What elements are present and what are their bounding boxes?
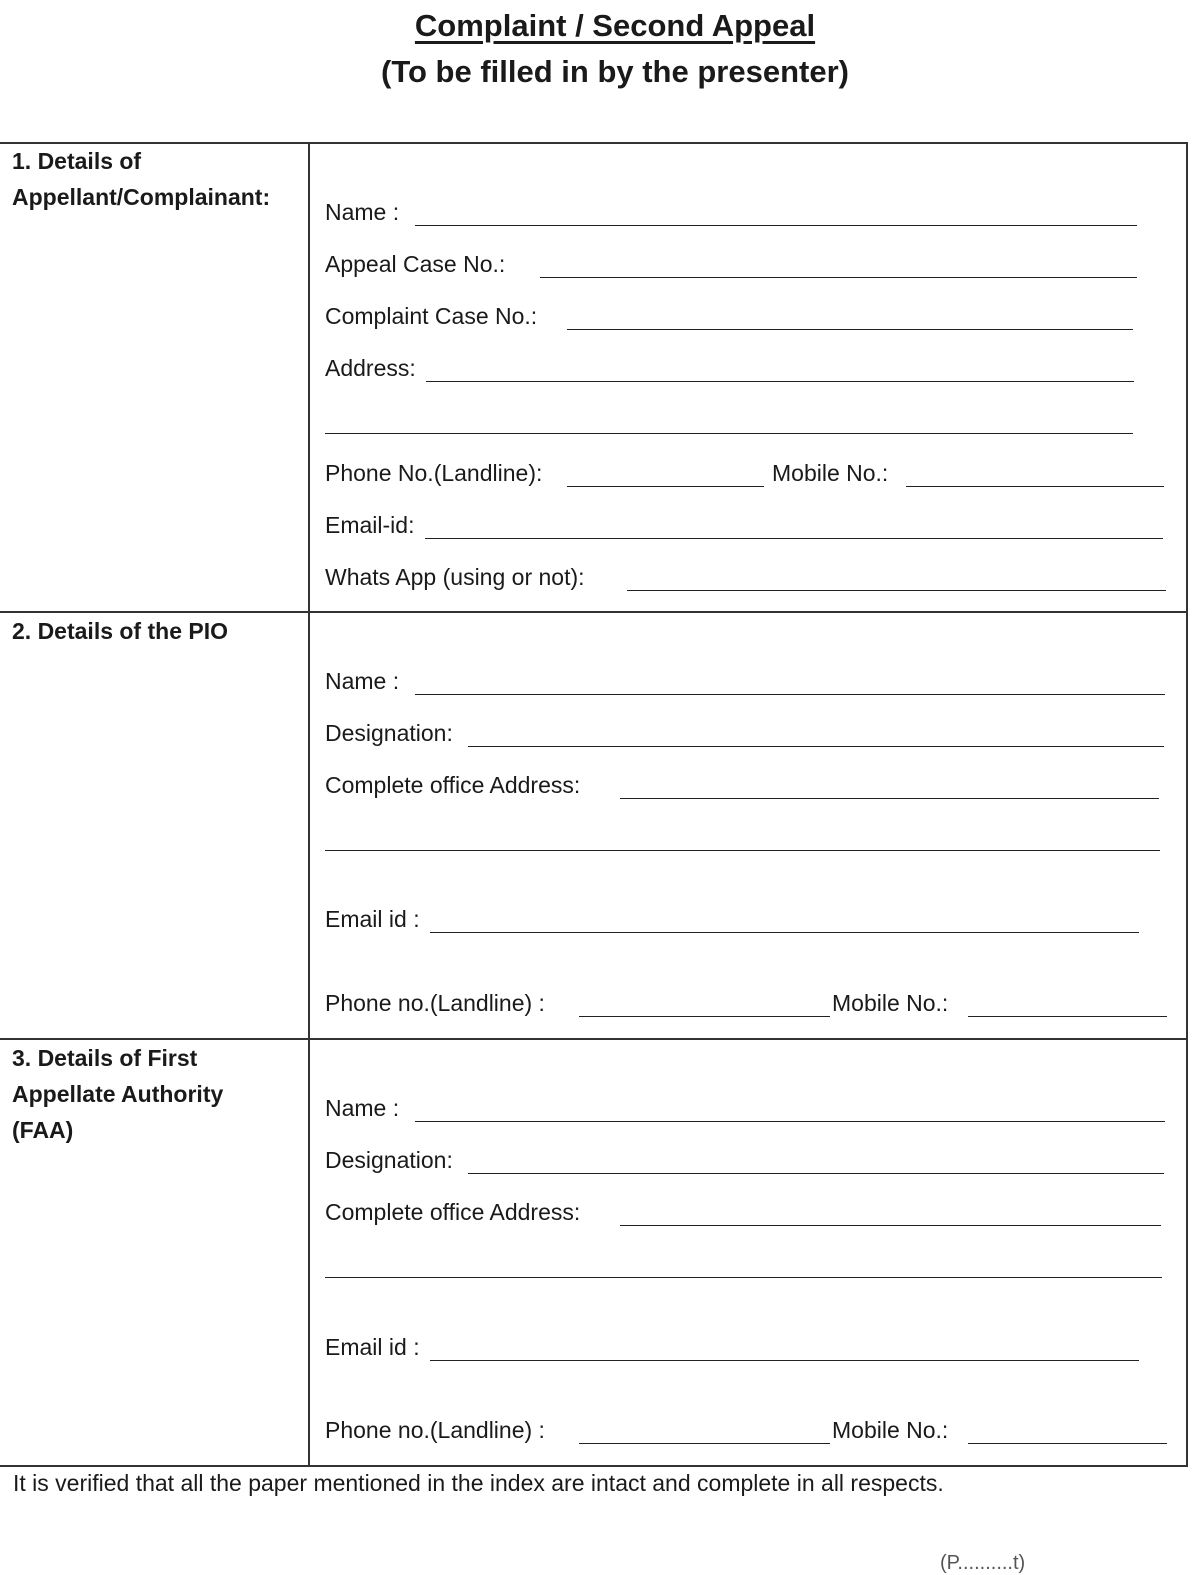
pio-office-address-label: Complete office Address: xyxy=(325,772,581,798)
faa-landline-field[interactable] xyxy=(579,1443,830,1444)
pio-name-field[interactable] xyxy=(415,694,1165,695)
cut-off-note: (P..........t) xyxy=(940,1552,1026,1574)
pio-designation-label: Designation: xyxy=(325,720,453,746)
section-3-heading-line-2: Appellate Authority xyxy=(12,1081,224,1107)
faa-name-field[interactable] xyxy=(415,1121,1165,1122)
section-1-heading-line-1: 1. Details of xyxy=(12,148,142,174)
appellant-address-label: Address: xyxy=(325,355,416,381)
complaint-case-no-label: Complaint Case No.: xyxy=(325,303,538,329)
appeal-case-no-field[interactable] xyxy=(540,277,1137,278)
section-3-heading-line-3: (FAA) xyxy=(12,1117,74,1143)
pio-email-label: Email id : xyxy=(325,906,420,932)
pio-office-address-field-line-2[interactable] xyxy=(325,850,1160,851)
table-right-border xyxy=(1186,142,1188,1467)
appellant-landline-label: Phone No.(Landline): xyxy=(325,460,543,486)
faa-landline-label: Phone no.(Landline) : xyxy=(325,1417,545,1443)
appellant-mobile-label: Mobile No.: xyxy=(772,460,889,486)
pio-landline-field[interactable] xyxy=(579,1016,830,1017)
faa-mobile-label: Mobile No.: xyxy=(832,1417,949,1443)
whatsapp-field[interactable] xyxy=(627,590,1166,591)
section-3-heading-line-1: 3. Details of First xyxy=(12,1045,198,1071)
column-divider xyxy=(308,142,310,1467)
appellant-mobile-field[interactable] xyxy=(906,486,1164,487)
form-subtitle: (To be filled in by the presenter) xyxy=(381,54,849,89)
appellant-name-label: Name : xyxy=(325,199,400,225)
appellant-email-field[interactable] xyxy=(425,538,1163,539)
section-3-heading xyxy=(12,1040,223,1148)
pio-name-label: Name : xyxy=(325,668,400,694)
pio-landline-label: Phone no.(Landline) : xyxy=(325,990,545,1016)
faa-office-address-field[interactable] xyxy=(620,1225,1161,1226)
pio-mobile-label: Mobile No.: xyxy=(832,990,949,1016)
section-2-heading xyxy=(12,613,228,649)
appellant-landline-field[interactable] xyxy=(567,486,764,487)
faa-office-address-field-line-2[interactable] xyxy=(325,1277,1162,1278)
faa-email-label: Email id : xyxy=(325,1334,420,1360)
section-1-heading-line-2: Appellant/Complainant: xyxy=(12,184,271,210)
verification-statement: It is verified that all the paper mentioned in the index are intact and complete in all respects. xyxy=(13,1470,944,1496)
pio-designation-field[interactable] xyxy=(468,746,1164,747)
faa-email-field[interactable] xyxy=(430,1360,1139,1361)
section-1-heading xyxy=(12,143,270,215)
appeal-case-no-label: Appeal Case No.: xyxy=(325,251,506,277)
pio-email-field[interactable] xyxy=(430,932,1139,933)
faa-designation-field[interactable] xyxy=(468,1173,1164,1174)
section-2-heading-line-1: 2. Details of the PIO xyxy=(12,618,228,644)
appellant-address-field[interactable] xyxy=(426,381,1134,382)
faa-designation-label: Designation: xyxy=(325,1147,453,1173)
appellant-address-field-line-2[interactable] xyxy=(325,433,1133,434)
faa-mobile-field[interactable] xyxy=(968,1443,1167,1444)
pio-mobile-field[interactable] xyxy=(968,1016,1167,1017)
appellant-email-label: Email-id: xyxy=(325,512,415,538)
complaint-case-no-field[interactable] xyxy=(567,329,1133,330)
whatsapp-label: Whats App (using or not): xyxy=(325,564,585,590)
faa-office-address-label: Complete office Address: xyxy=(325,1199,581,1225)
table-bottom-border xyxy=(0,1465,1188,1467)
faa-name-label: Name : xyxy=(325,1095,400,1121)
appellant-name-field[interactable] xyxy=(415,225,1137,226)
pio-office-address-field[interactable] xyxy=(620,798,1159,799)
form-title: Complaint / Second Appeal xyxy=(414,8,816,43)
